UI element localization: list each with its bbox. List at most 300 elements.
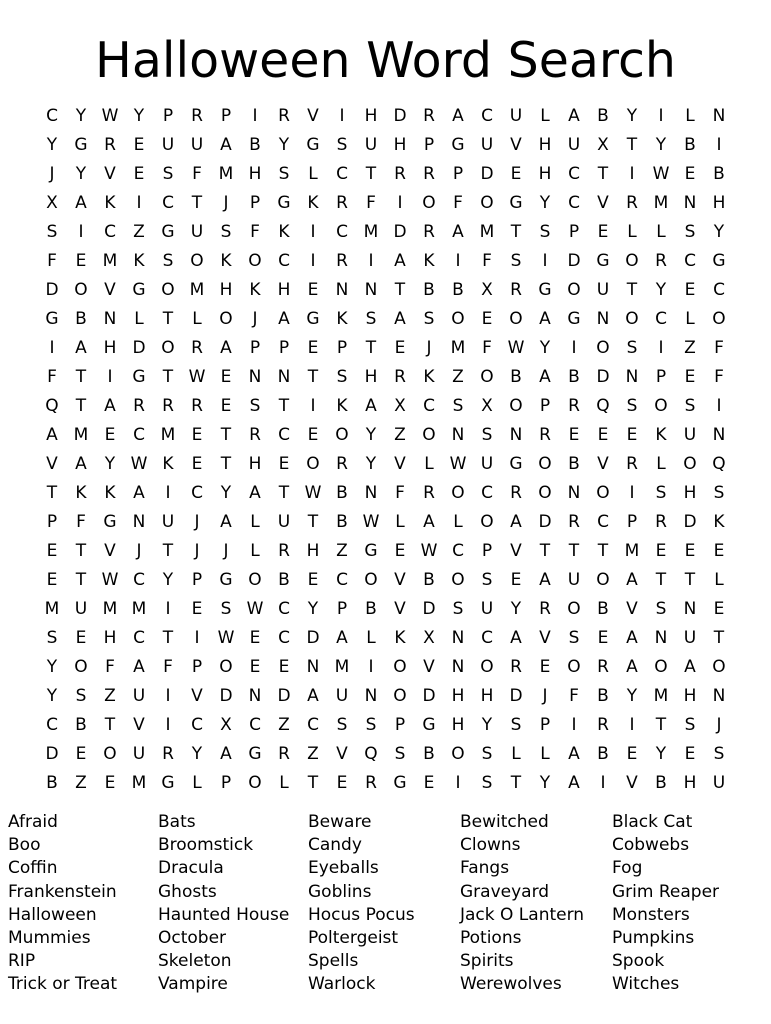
- grid-letter: Z: [394, 425, 406, 446]
- grid-letter: V: [423, 657, 435, 678]
- grid-letter: V: [104, 164, 116, 185]
- grid-letter: R: [104, 135, 116, 156]
- grid-letter: T: [394, 280, 406, 301]
- grid-letter: O: [219, 657, 233, 678]
- grid-letter: N: [335, 280, 349, 301]
- grid-letter: B: [365, 599, 377, 620]
- word-list-item: October: [158, 927, 227, 948]
- grid-letter: K: [307, 193, 319, 214]
- grid-letter: O: [480, 657, 494, 678]
- grid-letter: E: [307, 425, 319, 446]
- grid-letter: K: [394, 628, 406, 649]
- grid-letter: W: [130, 454, 148, 475]
- grid-letter: I: [339, 106, 345, 127]
- grid-letter: S: [394, 744, 406, 765]
- grid-letter: Y: [655, 135, 667, 156]
- grid-letter: W: [420, 541, 438, 562]
- grid-letter: R: [597, 657, 609, 678]
- grid-letter: N: [277, 367, 291, 388]
- grid-letter: B: [684, 135, 696, 156]
- grid-letter: J: [136, 541, 142, 562]
- grid-letter: S: [452, 599, 464, 620]
- grid-letter: E: [684, 541, 696, 562]
- grid-letter: C: [481, 628, 493, 649]
- grid-letter: Y: [191, 744, 203, 765]
- grid-letter: P: [626, 512, 638, 533]
- word-list-item: Frankenstein: [8, 881, 117, 902]
- grid-letter: A: [307, 686, 319, 707]
- grid-letter: O: [393, 686, 407, 707]
- grid-letter: Y: [626, 686, 638, 707]
- grid-letter: B: [597, 599, 609, 620]
- grid-letter: T: [75, 396, 87, 417]
- grid-letter: B: [423, 280, 435, 301]
- grid-letter: S: [452, 396, 464, 417]
- grid-letter: E: [655, 541, 667, 562]
- grid-letter: I: [368, 657, 374, 678]
- grid-letter: C: [249, 715, 261, 736]
- grid-letter: A: [568, 106, 580, 127]
- grid-letter: I: [194, 628, 200, 649]
- grid-letter: R: [191, 106, 203, 127]
- grid-letter: E: [713, 599, 725, 620]
- grid-letter: M: [102, 251, 118, 272]
- grid-letter: Y: [220, 483, 232, 504]
- grid-letter: B: [510, 367, 522, 388]
- grid-letter: T: [626, 280, 638, 301]
- grid-letter: O: [596, 338, 610, 359]
- grid-letter: E: [75, 628, 87, 649]
- grid-letter: X: [220, 715, 232, 736]
- grid-letter: U: [132, 686, 146, 707]
- grid-letter: U: [74, 599, 88, 620]
- grid-letter: B: [336, 483, 348, 504]
- grid-letter: A: [75, 454, 87, 475]
- grid-letter: O: [509, 309, 523, 330]
- grid-letter: O: [393, 657, 407, 678]
- word-list-item: Grim Reaper: [612, 881, 720, 902]
- word-list-item: Vampire: [158, 974, 228, 995]
- grid-letter: O: [451, 744, 465, 765]
- grid-letter: J: [49, 164, 55, 185]
- grid-letter: Z: [684, 338, 696, 359]
- grid-letter: Y: [46, 657, 58, 678]
- grid-letter: Y: [626, 106, 638, 127]
- grid-letter: Y: [539, 193, 551, 214]
- grid-letter: L: [511, 744, 521, 765]
- grid-letter: N: [451, 657, 465, 678]
- grid-letter: E: [626, 425, 638, 446]
- grid-letter: R: [510, 280, 522, 301]
- grid-letter: H: [683, 686, 697, 707]
- grid-letter: A: [278, 309, 290, 330]
- grid-letter: K: [713, 512, 725, 533]
- grid-letter: E: [626, 744, 638, 765]
- grid-letter: T: [75, 367, 87, 388]
- grid-letter: V: [104, 280, 116, 301]
- grid-letter: N: [567, 483, 581, 504]
- grid-letter: T: [220, 454, 232, 475]
- grid-letter: Q: [45, 396, 59, 417]
- grid-letter: O: [248, 251, 262, 272]
- grid-letter: C: [46, 106, 58, 127]
- word-list-item: Clowns: [460, 835, 521, 856]
- grid-letter: L: [453, 512, 463, 533]
- grid-letter: T: [278, 483, 290, 504]
- grid-letter: U: [567, 135, 581, 156]
- grid-letter: B: [597, 686, 609, 707]
- grid-letter: R: [423, 106, 435, 127]
- grid-letter: W: [101, 570, 119, 591]
- grid-letter: D: [596, 367, 610, 388]
- grid-letter: A: [510, 628, 522, 649]
- grid-letter: D: [306, 628, 320, 649]
- grid-letter: K: [162, 454, 174, 475]
- grid-letter: R: [278, 106, 290, 127]
- grid-letter: R: [626, 454, 638, 475]
- grid-letter: J: [542, 686, 548, 707]
- grid-letter: O: [161, 338, 175, 359]
- grid-letter: A: [75, 193, 87, 214]
- grid-letter: E: [684, 367, 696, 388]
- grid-letter: C: [568, 193, 580, 214]
- grid-letter: U: [596, 280, 610, 301]
- word-list-item: RIP: [8, 951, 36, 972]
- word-list-item: Trick or Treat: [8, 974, 118, 995]
- grid-letter: U: [683, 425, 697, 446]
- grid-letter: A: [539, 367, 551, 388]
- grid-letter: H: [219, 280, 233, 301]
- grid-letter: E: [539, 657, 551, 678]
- grid-letter: L: [366, 628, 376, 649]
- grid-letter: A: [452, 106, 464, 127]
- grid-letter: I: [629, 164, 635, 185]
- grid-letter: L: [192, 309, 202, 330]
- grid-letter: M: [334, 657, 350, 678]
- grid-letter: T: [597, 164, 609, 185]
- grid-letter: Y: [365, 425, 377, 446]
- grid-letter: H: [277, 280, 291, 301]
- grid-letter: C: [133, 628, 145, 649]
- grid-letter: D: [480, 164, 494, 185]
- grid-letter: K: [336, 309, 348, 330]
- grid-letter: I: [658, 106, 664, 127]
- grid-letter: S: [510, 251, 522, 272]
- grid-letter: M: [450, 338, 466, 359]
- grid-letter: N: [248, 686, 262, 707]
- grid-letter: I: [310, 396, 316, 417]
- word-list-item: Spells: [308, 951, 359, 972]
- grid-letter: S: [626, 396, 638, 417]
- grid-letter: E: [336, 773, 348, 794]
- grid-letter: S: [220, 599, 232, 620]
- grid-letter: Z: [452, 367, 464, 388]
- grid-letter: H: [306, 541, 320, 562]
- grid-letter: U: [712, 773, 726, 794]
- grid-letter: C: [336, 570, 348, 591]
- grid-letter: T: [510, 773, 522, 794]
- grid-letter: I: [716, 135, 722, 156]
- grid-letter: V: [626, 773, 638, 794]
- grid-letter: D: [538, 512, 552, 533]
- grid-letter: R: [394, 164, 406, 185]
- grid-letter: L: [250, 541, 260, 562]
- grid-letter: A: [220, 338, 232, 359]
- grid-letter: S: [336, 135, 348, 156]
- grid-letter: V: [510, 135, 522, 156]
- grid-letter: P: [539, 396, 551, 417]
- grid-letter: S: [684, 715, 696, 736]
- grid-letter: U: [480, 599, 494, 620]
- grid-letter: N: [364, 483, 378, 504]
- grid-letter: C: [336, 164, 348, 185]
- grid-letter: A: [220, 744, 232, 765]
- grid-letter: G: [219, 570, 233, 591]
- grid-letter: Y: [75, 164, 87, 185]
- grid-letter: Y: [133, 106, 145, 127]
- grid-letter: V: [133, 715, 145, 736]
- grid-letter: G: [393, 773, 407, 794]
- grid-letter: F: [366, 193, 376, 214]
- grid-letter: V: [307, 106, 319, 127]
- grid-letter: O: [480, 193, 494, 214]
- grid-letter: F: [47, 251, 57, 272]
- grid-letter: E: [684, 744, 696, 765]
- grid-letter: R: [423, 164, 435, 185]
- grid-letter: M: [189, 280, 205, 301]
- grid-letter: C: [307, 715, 319, 736]
- grid-letter: N: [451, 628, 465, 649]
- word-list-item: Coffin: [8, 858, 58, 879]
- grid-letter: T: [75, 541, 87, 562]
- grid-letter: C: [278, 251, 290, 272]
- grid-letter: E: [220, 367, 232, 388]
- grid-letter: A: [394, 309, 406, 330]
- word-list-item: Potions: [460, 927, 522, 948]
- word-list-item: Bats: [158, 811, 196, 832]
- grid-letter: O: [451, 309, 465, 330]
- grid-letter: I: [252, 106, 258, 127]
- grid-letter: O: [567, 657, 581, 678]
- grid-letter: P: [539, 715, 551, 736]
- grid-letter: U: [277, 512, 291, 533]
- grid-letter: I: [716, 396, 722, 417]
- grid-letter: B: [423, 744, 435, 765]
- grid-letter: Y: [46, 135, 58, 156]
- grid-letter: N: [248, 367, 262, 388]
- grid-letter: G: [509, 193, 523, 214]
- grid-letter: S: [684, 222, 696, 243]
- grid-letter: K: [249, 280, 261, 301]
- grid-letter: L: [685, 106, 695, 127]
- grid-letter: Y: [481, 715, 493, 736]
- grid-letter: P: [423, 135, 435, 156]
- grid-letter: S: [684, 396, 696, 417]
- grid-letter: A: [46, 425, 58, 446]
- grid-letter: V: [539, 628, 551, 649]
- grid-letter: S: [655, 599, 667, 620]
- grid-letter: B: [75, 309, 87, 330]
- grid-letter: P: [249, 338, 261, 359]
- grid-letter: B: [423, 570, 435, 591]
- grid-letter: B: [46, 773, 58, 794]
- grid-letter: O: [306, 454, 320, 475]
- grid-letter: V: [104, 541, 116, 562]
- grid-letter: E: [597, 222, 609, 243]
- grid-letter: W: [101, 106, 119, 127]
- grid-letter: M: [363, 222, 379, 243]
- grid-letter: J: [426, 338, 432, 359]
- grid-letter: A: [452, 222, 464, 243]
- grid-letter: Y: [46, 686, 58, 707]
- grid-letter: M: [102, 599, 118, 620]
- grid-letter: I: [107, 367, 113, 388]
- page-title: Halloween Word Search: [95, 32, 676, 89]
- grid-letter: A: [133, 657, 145, 678]
- grid-letter: X: [481, 396, 493, 417]
- grid-letter: R: [394, 367, 406, 388]
- grid-letter: M: [479, 222, 495, 243]
- grid-letter: N: [683, 193, 697, 214]
- grid-letter: O: [567, 280, 581, 301]
- grid-letter: C: [191, 715, 203, 736]
- grid-letter: P: [278, 338, 290, 359]
- grid-letter: T: [307, 512, 319, 533]
- grid-letter: P: [191, 570, 203, 591]
- grid-letter: A: [423, 512, 435, 533]
- grid-letter: C: [597, 512, 609, 533]
- grid-letter: L: [685, 309, 695, 330]
- grid-letter: E: [568, 425, 580, 446]
- grid-letter: E: [481, 309, 493, 330]
- word-list-item: Werewolves: [460, 974, 562, 995]
- grid-letter: A: [220, 135, 232, 156]
- grid-letter: V: [394, 599, 406, 620]
- grid-letter: N: [132, 512, 146, 533]
- grid-letter: B: [597, 744, 609, 765]
- grid-letter: S: [336, 367, 348, 388]
- grid-letter: U: [509, 106, 523, 127]
- grid-letter: K: [423, 251, 435, 272]
- grid-letter: G: [74, 135, 88, 156]
- word-list-item: Monsters: [612, 904, 690, 925]
- grid-letter: S: [365, 309, 377, 330]
- grid-letter: U: [161, 512, 175, 533]
- grid-letter: G: [596, 251, 610, 272]
- grid-letter: T: [162, 541, 174, 562]
- grid-letter: U: [683, 628, 697, 649]
- grid-letter: I: [629, 483, 635, 504]
- grid-letter: G: [132, 280, 146, 301]
- grid-letter: N: [364, 686, 378, 707]
- grid-letter: R: [336, 454, 348, 475]
- grid-letter: G: [161, 773, 175, 794]
- word-list-column: [308, 811, 460, 997]
- grid-letter: E: [278, 657, 290, 678]
- grid-letter: G: [277, 193, 291, 214]
- grid-letter: S: [249, 396, 261, 417]
- grid-letter: T: [365, 338, 377, 359]
- word-list-item: Jack O Lantern: [460, 904, 585, 925]
- grid-letter: B: [249, 135, 261, 156]
- grid-letter: G: [538, 280, 552, 301]
- grid-letter: P: [336, 599, 348, 620]
- grid-letter: O: [219, 309, 233, 330]
- grid-letter: B: [597, 106, 609, 127]
- word-list-item: Beware: [308, 811, 372, 832]
- grid-letter: N: [712, 425, 726, 446]
- grid-letter: S: [626, 338, 638, 359]
- grid-letter: T: [713, 628, 725, 649]
- grid-letter: T: [278, 396, 290, 417]
- grid-letter: T: [307, 367, 319, 388]
- grid-letter: D: [219, 686, 233, 707]
- word-list-item: Pumpkins: [612, 927, 695, 948]
- grid-letter: L: [424, 454, 434, 475]
- grid-letter: M: [44, 599, 60, 620]
- grid-letter: S: [46, 222, 58, 243]
- grid-letter: S: [278, 164, 290, 185]
- grid-letter: V: [46, 454, 58, 475]
- grid-letter: K: [104, 483, 116, 504]
- word-list-item: Ghosts: [158, 881, 217, 902]
- grid-letter: I: [78, 222, 84, 243]
- grid-letter: T: [365, 164, 377, 185]
- grid-letter: C: [162, 193, 174, 214]
- grid-letter: R: [191, 338, 203, 359]
- grid-letter: S: [423, 309, 435, 330]
- grid-letter: B: [568, 367, 580, 388]
- grid-letter: O: [74, 657, 88, 678]
- grid-letter: T: [46, 483, 58, 504]
- grid-letter: Y: [655, 280, 667, 301]
- grid-letter: N: [596, 309, 610, 330]
- grid-letter: Y: [104, 454, 116, 475]
- grid-letter: I: [455, 251, 461, 272]
- grid-letter: E: [133, 164, 145, 185]
- grid-letter: T: [684, 570, 696, 591]
- grid-letter: Y: [307, 599, 319, 620]
- grid-letter: N: [364, 280, 378, 301]
- grid-letter: R: [162, 744, 174, 765]
- grid-letter: L: [308, 164, 318, 185]
- grid-letter: E: [191, 454, 203, 475]
- word-list-item: Halloween: [8, 904, 97, 925]
- grid-letter: E: [684, 280, 696, 301]
- grid-letter: H: [451, 715, 465, 736]
- grid-letter: F: [569, 686, 579, 707]
- grid-letter: A: [626, 628, 638, 649]
- grid-letter: P: [220, 106, 232, 127]
- grid-letter: O: [248, 773, 262, 794]
- grid-letter: K: [133, 251, 145, 272]
- grid-letter: I: [165, 599, 171, 620]
- grid-letter: R: [539, 599, 551, 620]
- grid-letter: P: [336, 338, 348, 359]
- grid-letter: T: [597, 541, 609, 562]
- grid-letter: T: [162, 628, 174, 649]
- grid-letter: R: [423, 222, 435, 243]
- grid-letter: E: [307, 280, 319, 301]
- grid-letter: P: [162, 106, 174, 127]
- grid-letter: C: [684, 251, 696, 272]
- grid-letter: F: [250, 222, 260, 243]
- grid-letter: C: [133, 570, 145, 591]
- grid-letter: A: [133, 483, 145, 504]
- grid-letter: U: [161, 135, 175, 156]
- grid-letter: Y: [278, 135, 290, 156]
- grid-letter: E: [191, 599, 203, 620]
